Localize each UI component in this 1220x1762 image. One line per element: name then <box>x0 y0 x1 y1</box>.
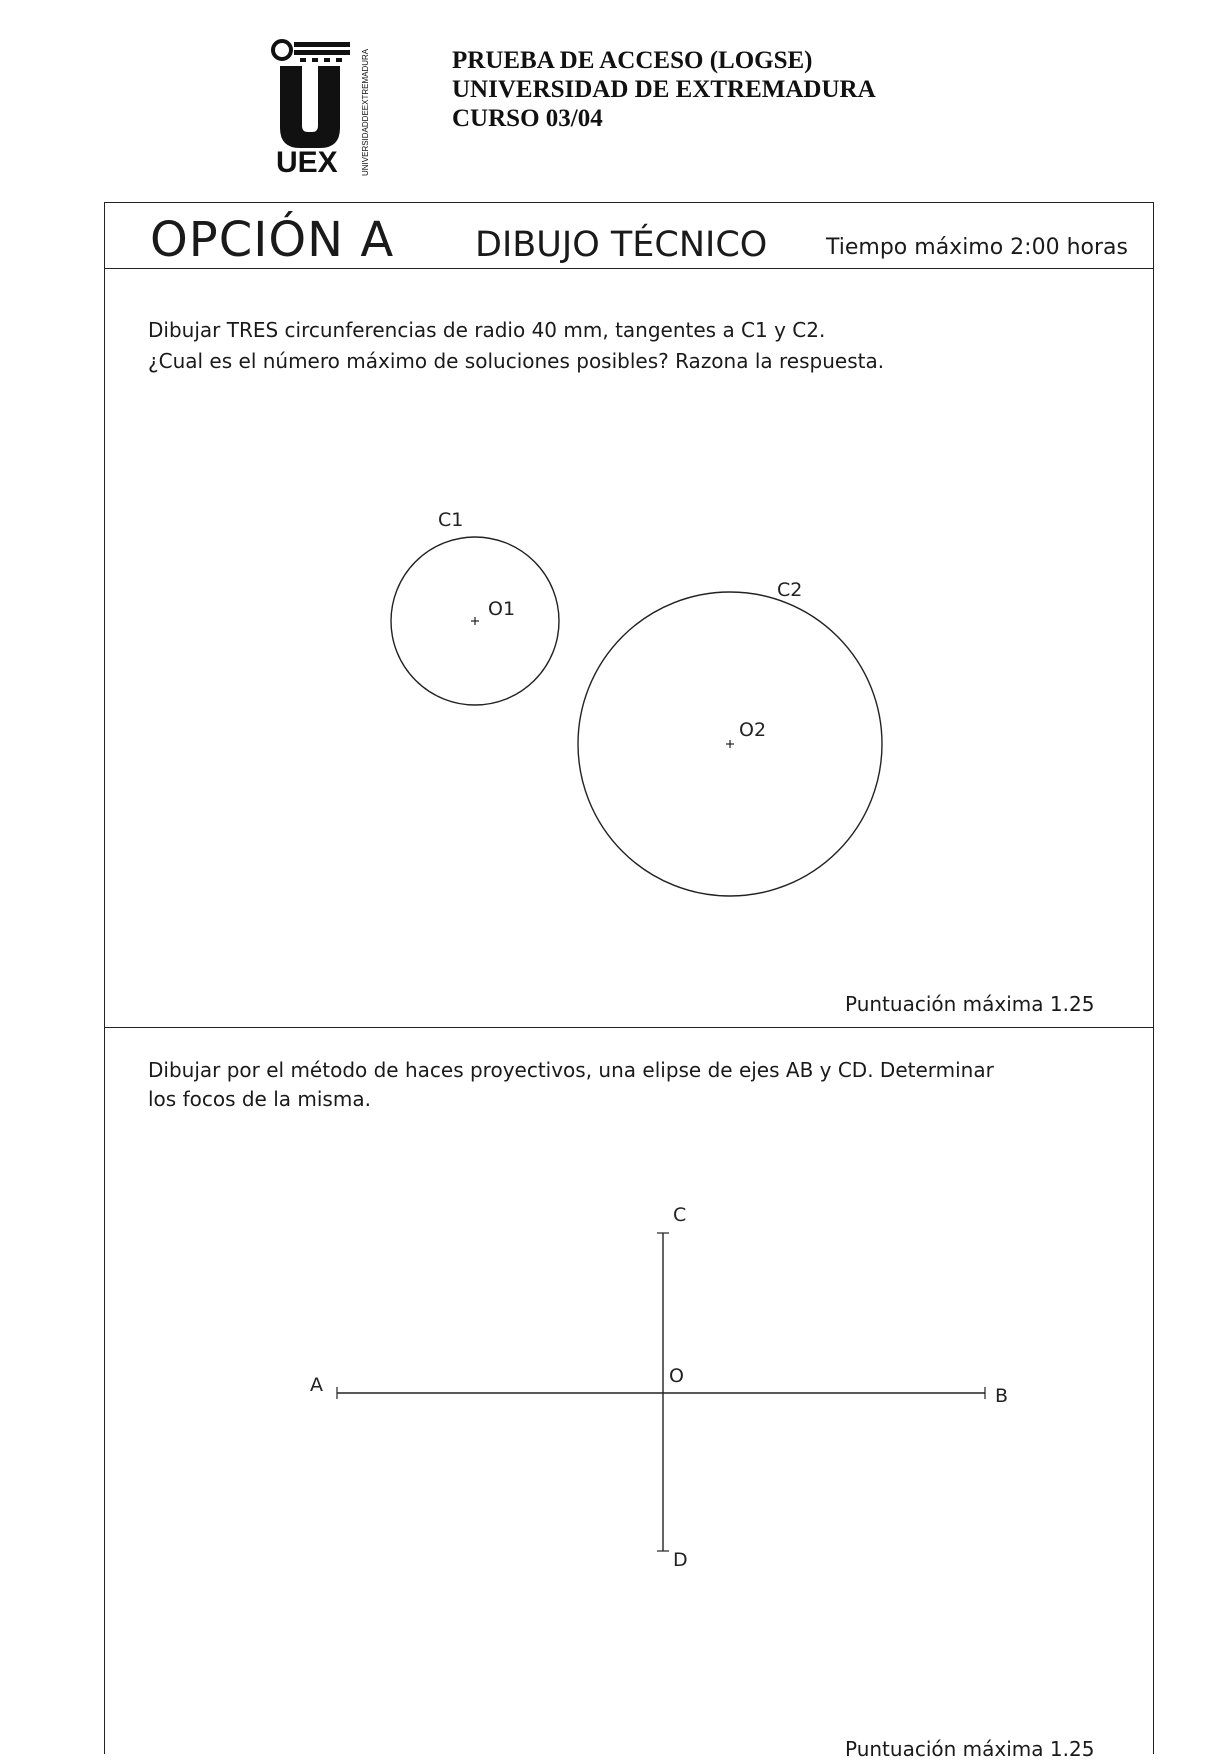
logo-vertical-text: UNIVERSIDADDEEXTREMADURA <box>361 48 370 176</box>
question2-line2: los focos de la misma. <box>148 1087 371 1111</box>
question2-line1: Dibujar por el método de haces proyectivos, una elipse de ejes AB y CD. Determinar <box>148 1058 994 1082</box>
header-line-3: CURSO 03/04 <box>452 105 603 132</box>
label-o2: O2 <box>739 719 767 741</box>
subject-title: DIBUJO TÉCNICO <box>475 225 768 265</box>
center-mark-o1 <box>471 617 479 625</box>
center-mark-o2 <box>726 740 734 748</box>
label-c: C <box>673 1204 687 1226</box>
label-o: O <box>669 1365 684 1387</box>
question1-line1: Dibujar TRES circunferencias de radio 40 mm, tangentes a C1 y C2. <box>148 318 826 342</box>
time-limit: Tiempo máximo 2:00 horas <box>826 235 1128 260</box>
label-d: D <box>673 1549 688 1571</box>
label-c2: C2 <box>777 579 803 601</box>
header-line-2: UNIVERSIDAD DE EXTREMADURA <box>452 76 876 103</box>
label-a: A <box>310 1374 323 1396</box>
question1-line2: ¿Cual es el número máximo de soluciones posibles? Razona la respuesta. <box>148 349 885 373</box>
question1-score: Puntuación máxima 1.25 <box>845 992 1095 1016</box>
header-line-1: PRUEBA DE ACCESO (LOGSE) <box>452 47 813 74</box>
label-o1: O1 <box>488 598 516 620</box>
question2-score: Puntuación máxima 1.25 <box>845 1737 1095 1761</box>
logo-letters: UEX <box>276 146 338 176</box>
label-c1: C1 <box>438 509 464 531</box>
option-title: OPCIÓN A <box>150 212 395 268</box>
label-b: B <box>995 1385 1009 1407</box>
